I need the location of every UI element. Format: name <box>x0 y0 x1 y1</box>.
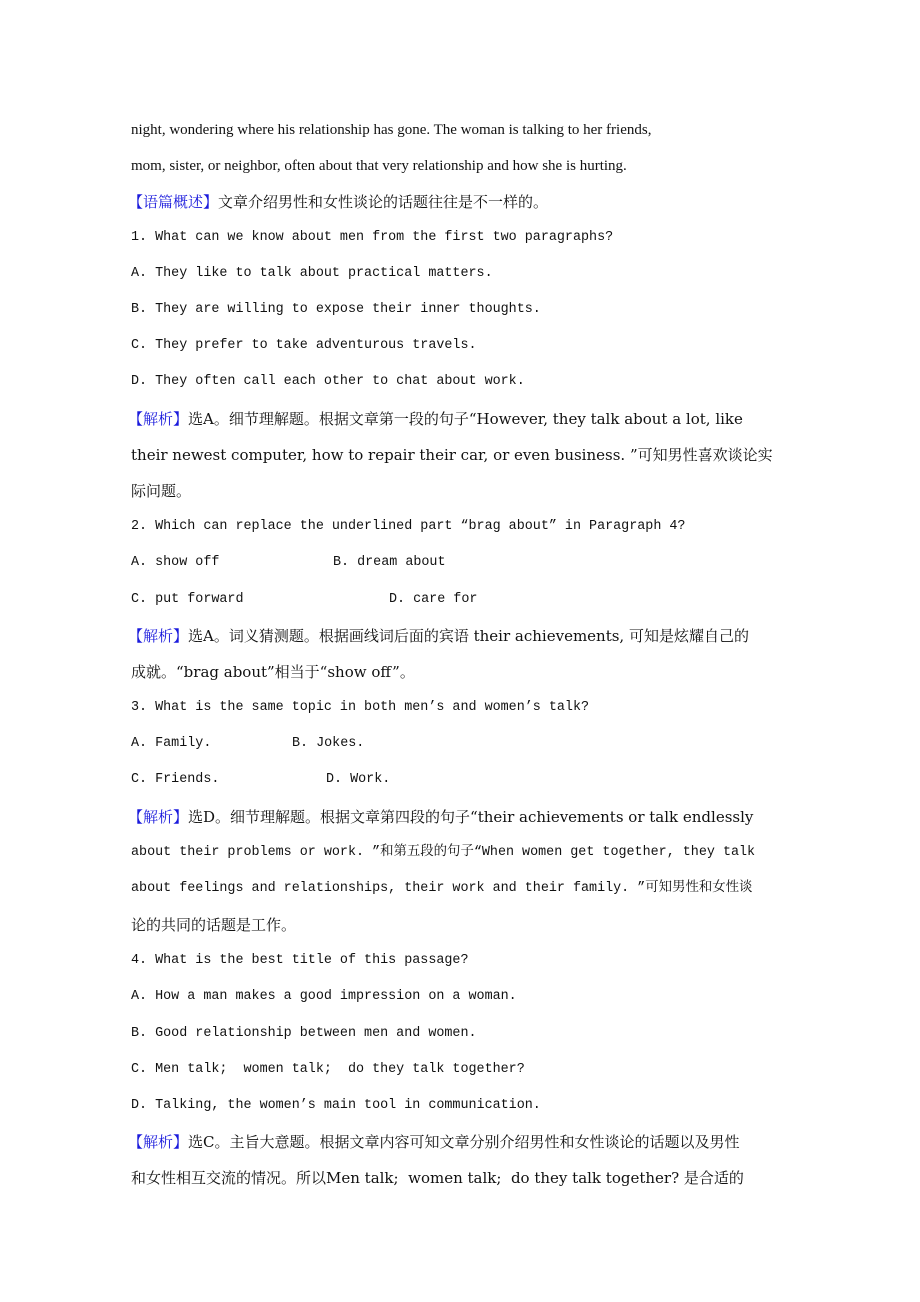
q3-option-c: C. Friends. <box>131 772 220 787</box>
q3-option-a: A. Family. <box>131 736 212 751</box>
analysis-text: about their problems or work. ”和第五段的句子“When women get together, they talk <box>131 845 756 860</box>
analysis-text: about feelings and relationships, their work and their family. ”可知男性和女性谈 <box>131 881 753 896</box>
q2-option-b: B. dream about <box>333 555 446 570</box>
analysis-text: 选A。细节理解题。根据文章第一段的句子“However, they talk about a lot, like <box>188 410 743 428</box>
q3-option-b: B. Jokes. <box>292 736 365 751</box>
analysis-text: 选D。细节理解题。根据文章第四段的句子“their achievements or talk endlessly <box>188 808 754 826</box>
q1-option-a: A. They like to talk about practical matters. <box>131 266 493 281</box>
question-2: 2. Which can replace the underlined part “brag about” in Paragraph 4? <box>131 519 686 534</box>
question-3: 3. What is the same topic in both men’s and women’s talk? <box>131 700 590 715</box>
analysis-tag: 【解析】 <box>128 1133 189 1151</box>
analysis-tag: 【解析】 <box>128 410 189 428</box>
q2-option-d: D. care for <box>389 592 478 607</box>
analysis-text: 选A。词义猜测题。根据画线词后面的宾语 their achievements, 可知是炫耀自己的 <box>188 627 749 645</box>
question-1: 1. What can we know about men from the first two paragraphs? <box>131 230 614 245</box>
q1-option-c: C. They prefer to take adventurous travels. <box>131 338 477 353</box>
summary-line <box>128 192 548 212</box>
q1-option-d: D. They often call each other to chat about work. <box>131 374 525 389</box>
q2-analysis <box>128 626 749 646</box>
q4-option-a: A. How a man makes a good impression on a woman. <box>131 989 517 1004</box>
q4-option-d: D. Talking, the women’s main tool in communication. <box>131 1098 541 1113</box>
summary-text: 文章介绍男性和女性谈论的话题往往是不一样的。 <box>218 193 549 211</box>
analysis-tag: 【解析】 <box>128 627 189 645</box>
q1-analysis <box>128 409 743 429</box>
q2-option-a: A. show off <box>131 555 220 570</box>
q4-option-b: B. Good relationship between men and women. <box>131 1026 477 1041</box>
q4-option-c: C. Men talk; women talk; do they talk together? <box>131 1062 525 1077</box>
passage-line: night, wondering where his relationship has gone. The woman is talking to her friends, <box>131 122 652 138</box>
analysis-text: 和女性相互交流的情况。所以Men talk; women talk; do they talk together? 是合适的 <box>131 1169 744 1187</box>
analysis-text: 论的共同的话题是工作。 <box>131 916 297 934</box>
question-4: 4. What is the best title of this passage? <box>131 953 469 968</box>
q4-analysis <box>128 1132 740 1152</box>
q3-option-d: D. Work. <box>326 772 391 787</box>
analysis-tag: 【解析】 <box>128 808 189 826</box>
q1-option-b: B. They are willing to expose their inner thoughts. <box>131 302 541 317</box>
analysis-text: their newest computer, how to repair their car, or even business. ”可知男性喜欢谈论实 <box>131 446 773 464</box>
q2-option-c: C. put forward <box>131 592 244 607</box>
analysis-text: 成就。“brag about”相当于“show off”。 <box>131 663 415 681</box>
analysis-text: 际问题。 <box>131 482 192 500</box>
analysis-text: 选C。主旨大意题。根据文章内容可知文章分别介绍男性和女性谈论的话题以及男性 <box>188 1133 740 1151</box>
q3-analysis <box>128 807 753 827</box>
summary-tag: 【语篇概述】 <box>128 193 219 211</box>
passage-line: mom, sister, or neighbor, often about that very relationship and how she is hurting. <box>131 158 627 174</box>
